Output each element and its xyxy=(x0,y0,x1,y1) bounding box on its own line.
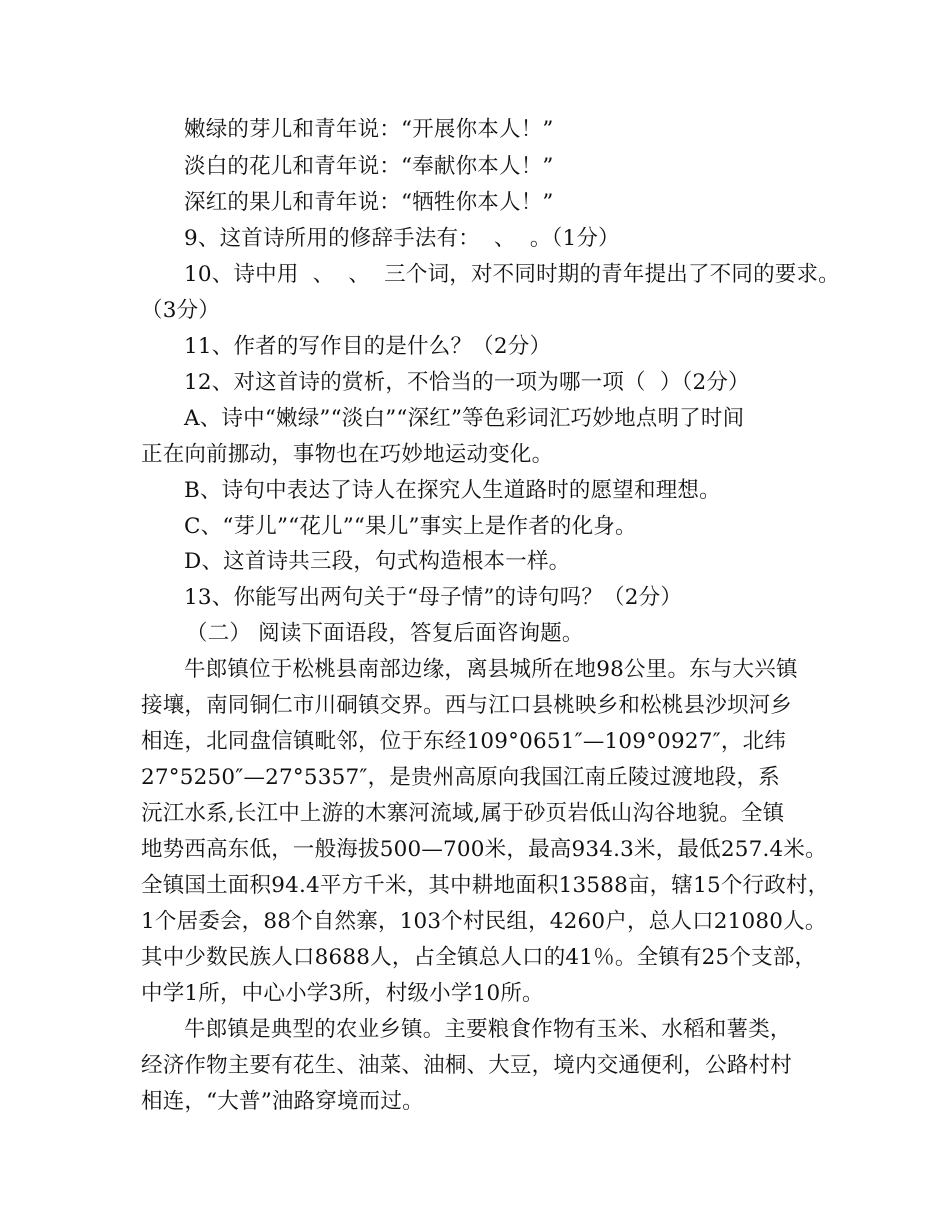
option-b: B、诗句中表达了诗人在探究人生道路时的愿望和理想。 xyxy=(184,478,721,503)
passage-line-1: 牛郎镇位于松桃县南部边缘，离县城所在地98公里。东与大兴镇 xyxy=(184,657,798,682)
poem-line-1: 嫩绿的芽儿和青年说：“开展你本人！” xyxy=(184,117,554,142)
passage-line-5: 沅江水系,长江中上游的木寨河流域,属于砂页岩低山沟谷地貌。全镇 xyxy=(141,801,785,826)
question-11: 11、作者的写作目的是什么？（2分） xyxy=(184,334,552,359)
question-12: 12、对这首诗的赏析，不恰当的一项为哪一项（ ）（2分） xyxy=(184,370,750,395)
passage-line-4: 27°5250″—27°5357″，是贵州高原向我国江南丘陵过渡地段，系 xyxy=(141,765,780,790)
passage-2-line-1: 牛郎镇是典型的农业乡镇。主要粮食作物有玉米、水稻和薯类， xyxy=(184,1017,792,1042)
passage-line-10: 中学1所，中心小学3所，村级小学10所。 xyxy=(141,981,544,1006)
passage-line-9: 其中少数民族人口8688人，占全镇总人口的41％。全镇有25个支部， xyxy=(141,945,817,970)
passage-line-6: 地势西高东低，一般海拔500—700米，最高934.3米，最低257.4米。 xyxy=(141,837,827,862)
option-a-line-1: A、诗中“嫩绿”“淡白”“深红”等色彩词汇巧妙地点明了时间 xyxy=(184,406,745,431)
passage-line-3: 相连，北同盘信镇毗邻，位于东经109°0651″—109°0927″，北纬 xyxy=(141,729,786,754)
passage-line-8: 1个居委会，88个自然寨，103个村民组，4260户，总人口21080人。 xyxy=(141,909,827,934)
option-a-line-2: 正在向前挪动，事物也在巧妙地运动变化。 xyxy=(141,442,554,467)
passage-2-line-2: 经济作物主要有花生、油菜、油桐、大豆，境内交通便利，公路村村 xyxy=(141,1053,793,1078)
question-9: 9、这首诗所用的修辞手法有： 、 。（1分） xyxy=(184,226,620,251)
question-10-score: （3分） xyxy=(141,298,220,323)
passage-line-7: 全镇国土面积94.4平方千米，其中耕地面积13588亩，辖15个行政村， xyxy=(141,873,830,898)
question-10: 10、诗中用 、 、 三个词，对不同时期的青年提出了不同的要求。 xyxy=(184,262,840,287)
passage-2-line-3: 相连，“大普”油路穿境而过。 xyxy=(141,1089,424,1114)
passage-line-2: 接壤，南同铜仁市川硐镇交界。西与江口县桃映乡和松桃县沙坝河乡 xyxy=(141,693,793,718)
poem-line-2: 淡白的花儿和青年说：“奉献你本人！” xyxy=(184,154,554,179)
option-c: C、“芽儿”“花儿”“果儿”事实上是作者的化身。 xyxy=(184,514,637,539)
poem-line-3: 深红的果儿和青年说：“牺牲你本人！” xyxy=(184,190,554,215)
question-13: 13、你能写出两句关于“母子情”的诗句吗？（2分） xyxy=(184,585,683,610)
option-d: D、这首诗共三段，句式构造根本一样。 xyxy=(184,549,571,574)
section-2-heading: （二） 阅读下面语段，答复后面咨询题。 xyxy=(186,621,584,646)
